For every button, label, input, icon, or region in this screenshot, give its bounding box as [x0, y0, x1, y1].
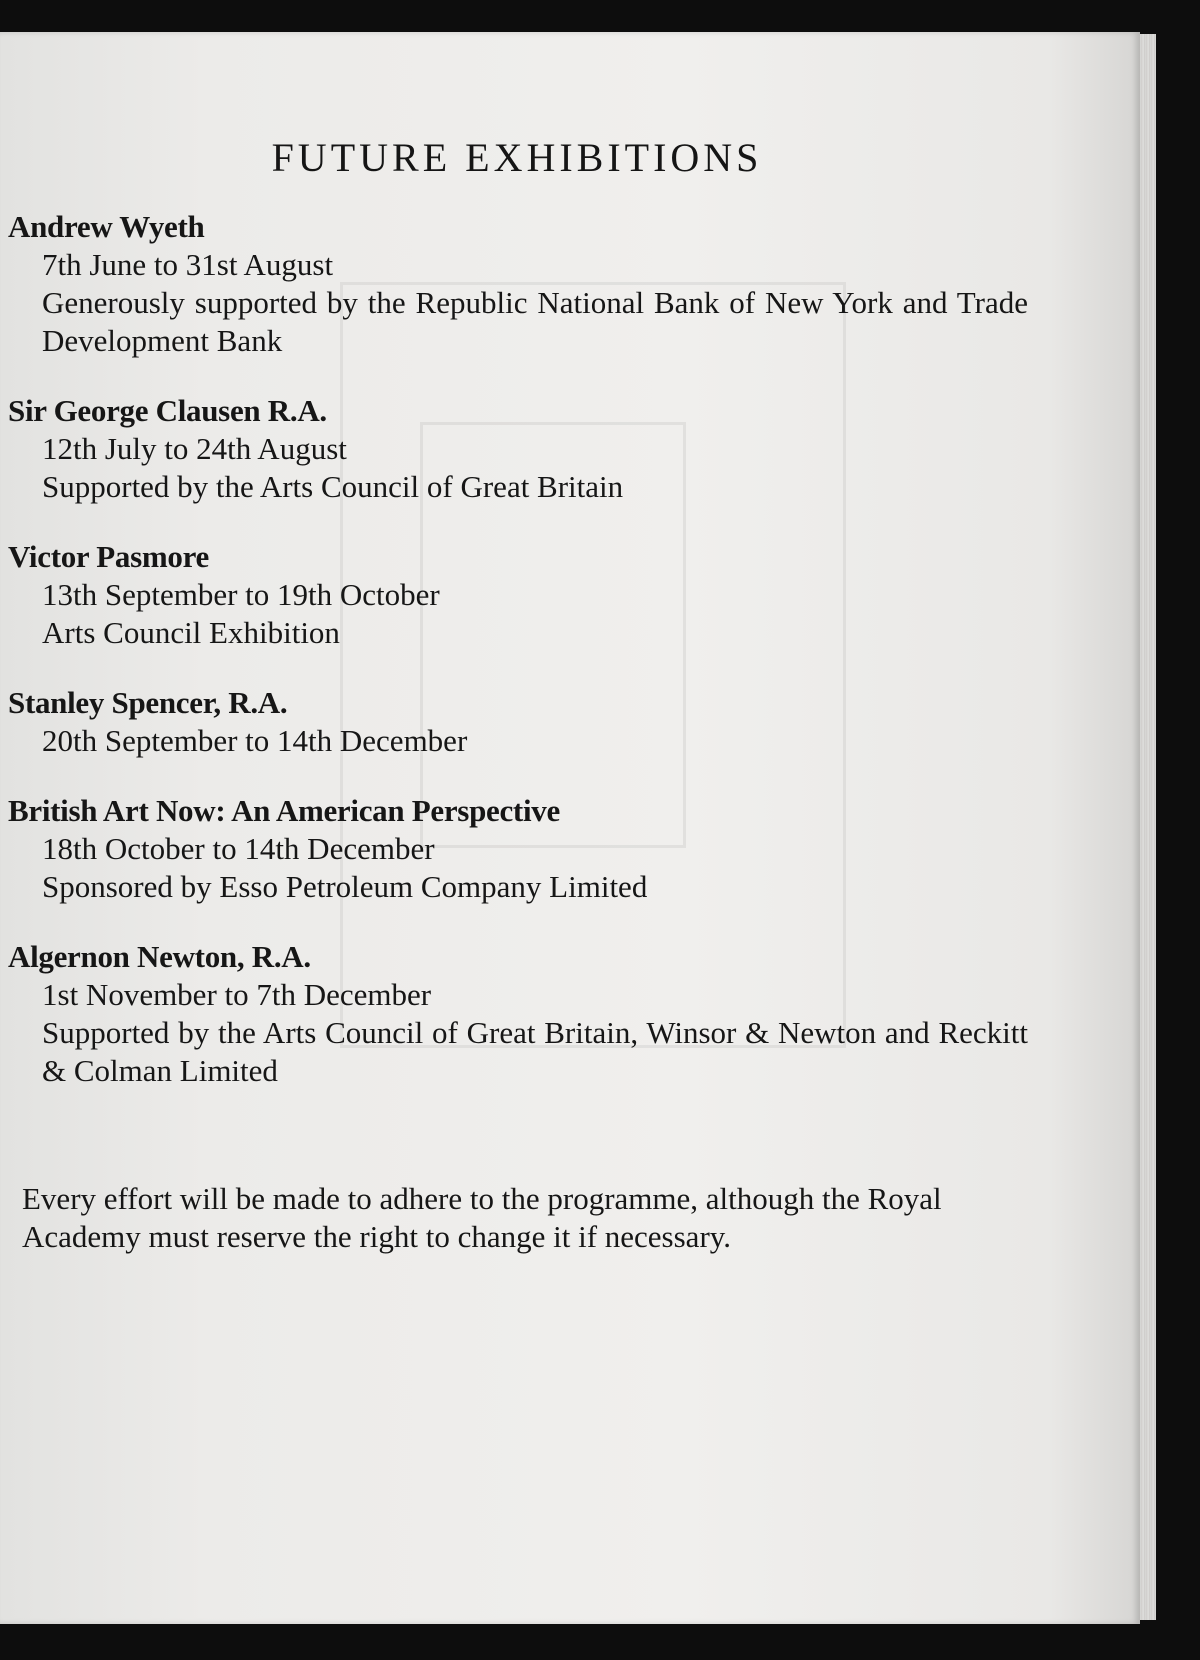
exhibition-name: British Art Now: An American Perspective — [8, 793, 560, 828]
exhibition-list — [0, 208, 1040, 1122]
exhibition-dates: 13th September to 19th October — [42, 577, 440, 612]
exhibition-entry — [0, 684, 1040, 760]
exhibition-dates: 20th September to 14th December — [42, 723, 468, 758]
exhibition-name: Stanley Spencer, R.A. — [8, 685, 288, 720]
exhibition-name: Algernon Newton, R.A. — [8, 939, 311, 974]
exhibition-entry — [0, 392, 1040, 506]
exhibition-note: Supported by the Arts Council of Great Britain, Winsor & Newton and Reckitt & Colman Limited — [42, 1015, 1028, 1088]
exhibition-entry — [0, 538, 1040, 652]
exhibition-entry — [0, 208, 1040, 360]
exhibition-note: Arts Council Exhibition — [42, 615, 340, 650]
exhibition-entry — [0, 938, 1040, 1090]
exhibition-name: Andrew Wyeth — [8, 209, 205, 244]
exhibition-name: Victor Pasmore — [8, 539, 209, 574]
exhibition-dates: 18th October to 14th December — [42, 831, 435, 866]
exhibition-name: Sir George Clausen R.A. — [8, 393, 327, 428]
exhibition-entry — [0, 792, 1040, 906]
page-edge — [1140, 34, 1156, 1620]
exhibition-note: Sponsored by Esso Petroleum Company Limited — [42, 869, 648, 904]
exhibition-dates: 12th July to 24th August — [42, 431, 347, 466]
exhibition-note: Supported by the Arts Council of Great Britain — [42, 469, 624, 504]
exhibition-dates: 1st November to 7th December — [42, 977, 432, 1012]
programme-disclaimer: Every effort will be made to adhere to the programme, although the Royal Academy must reserve the right to change it if necessary. — [22, 1181, 942, 1254]
page-title: FUTURE EXHIBITIONS — [271, 135, 763, 180]
exhibition-note: Generously supported by the Republic National Bank of New York and Trade Development Bank — [42, 285, 1028, 358]
exhibition-dates: 7th June to 31st August — [42, 247, 334, 282]
